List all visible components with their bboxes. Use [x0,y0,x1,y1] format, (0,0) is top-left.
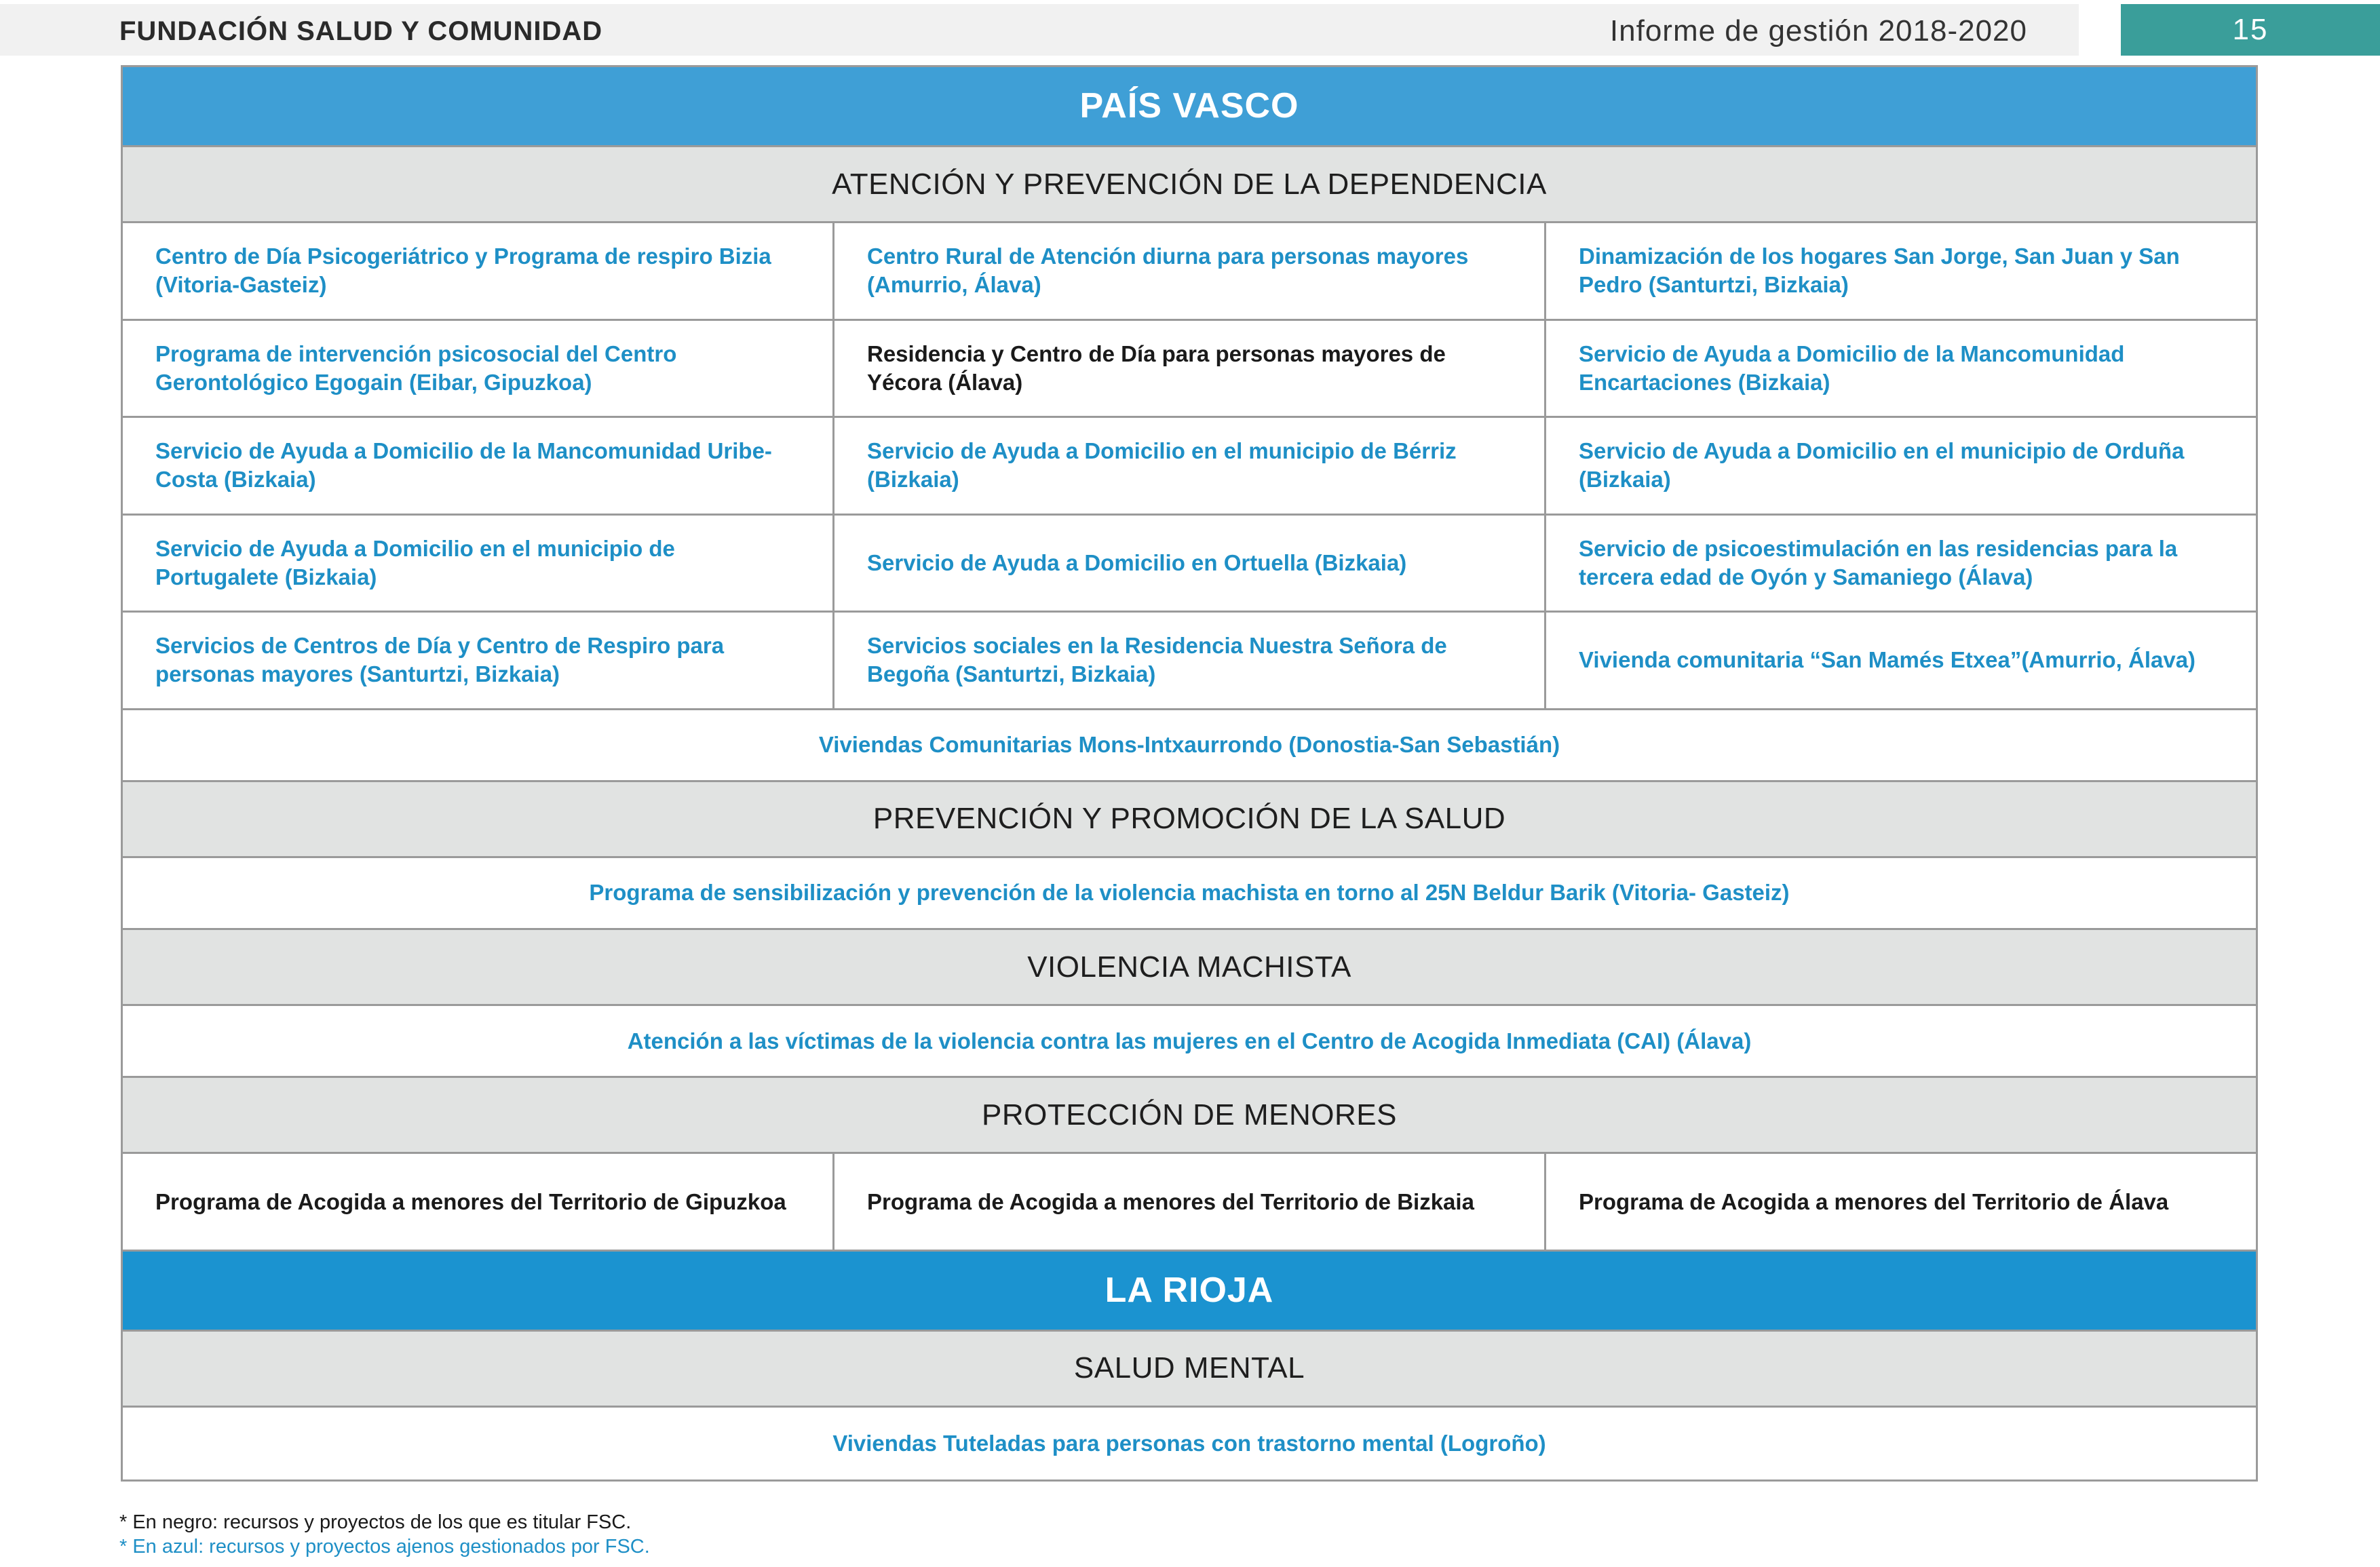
region-header-pais-vasco [123,67,2256,147]
table-cell: Servicio de psicoestimulación en las residencias para la tercera edad de Oyón y Samaniego (Álava) [1579,535,2178,589]
category-header-dependencia [123,147,2256,223]
table-row [123,613,2256,710]
table-row-single [123,1408,2256,1479]
table-cell: Servicio de Ayuda a Domicilio de la Mancomunidad Uribe-Costa (Bizkaia) [123,418,834,514]
category-header-promocion-salud [123,782,2256,858]
region-header-la-rioja [123,1252,2256,1332]
category-header-proteccion-menores [123,1078,2256,1154]
table-cell: Programa de Acogida a menores del Territorio de Álava [1579,1188,2169,1214]
table-cell: Programa de sensibilización y prevención de la violencia machista en torno al 25N Beldur Barik (Vitoria- Gasteiz) [589,880,1790,906]
table-cell: Servicio de Ayuda a Domicilio en Ortuella (Bizkaia) [834,516,1546,611]
table-cell: Servicio de Ayuda a Domicilio en el municipio de Orduña (Bizkaia) [1579,438,2185,492]
region-title: LA RIOJA [1105,1271,1274,1311]
category-header-salud-mental [123,1332,2256,1408]
table-cell: Programa de Acogida a menores del Territorio de Bizkaia [834,1154,1546,1250]
organization-name: FUNDACIÓN SALUD Y COMUNIDAD [119,16,603,46]
footnote-black: * En negro: recursos y proyectos de los que es titular FSC. [119,1511,632,1533]
table-cell: Vivienda comunitaria “San Mamés Etxea”(Amurrio, Álava) [1579,647,2196,673]
category-title: PREVENCIÓN Y PROMOCIÓN DE LA SALUD [872,802,1506,836]
page-number: 15 [2121,4,2380,56]
report-title: Informe de gestión 2018-2020 [1609,14,2027,47]
table-cell: Dinamización de los hogares San Jorge, San Juan y San Pedro (Santurtzi, Bizkaia) [1579,244,2180,298]
table-cell: Servicios sociales en la Residencia Nuestra Señora de Begoña (Santurtzi, Bizkaia) [834,613,1546,708]
category-title: PROTECCIÓN DE MENORES [982,1098,1397,1131]
category-title: ATENCIÓN Y PREVENCIÓN DE LA DEPENDENCIA [832,167,1547,201]
table-cell: Servicio de Ayuda a Domicilio en el municipio de Bérriz (Bizkaia) [834,418,1546,514]
table-cell: Centro Rural de Atención diurna para personas mayores (Amurrio, Álava) [834,223,1546,319]
table-row [123,321,2256,419]
table-row-single [123,1006,2256,1078]
table-cell: Residencia y Centro de Día para personas mayores de Yécora (Álava) [834,321,1546,417]
table-row-single [123,858,2256,930]
category-header-violencia-machista [123,930,2256,1006]
category-title: VIOLENCIA MACHISTA [1027,950,1351,984]
table-cell: Viviendas Comunitarias Mons-Intxaurrondo (Donostia-San Sebastián) [818,732,1560,758]
table-cell: Servicios de Centros de Día y Centro de Respiro para personas mayores (Santurtzi, Bizkaia) [123,613,834,708]
table-cell: Programa de Acogida a menores del Territorio de Gipuzkoa [123,1154,834,1250]
table-row [123,418,2256,516]
table-row [123,516,2256,613]
table-cell: Servicio de Ayuda a Domicilio de la Mancomunidad Encartaciones (Bizkaia) [1579,341,2125,395]
table-cell: Programa de intervención psicosocial del Centro Gerontológico Egogain (Eibar, Gipuzkoa) [123,321,834,417]
footnote-blue: * En azul: recursos y proyectos ajenos gestionados por FSC. [119,1536,650,1558]
table-row [123,1154,2256,1252]
region-title: PAÍS VASCO [1079,86,1299,126]
table-row [123,223,2256,321]
category-title: SALUD MENTAL [1073,1351,1305,1385]
table-cell: Atención a las víctimas de la violencia contra las mujeres en el Centro de Acogida Inmediata (CAI) (Álava) [627,1028,1752,1053]
table-cell: Servicio de Ayuda a Domicilio en el municipio de Portugalete (Bizkaia) [123,516,834,611]
table-cell: Viviendas Tuteladas para personas con trastorno mental (Logroño) [832,1430,1546,1456]
table-cell: Centro de Día Psicogeriátrico y Programa de respiro Bizia (Vitoria-Gasteiz) [123,223,834,319]
services-table [121,65,2258,1482]
table-row-single [123,710,2256,782]
